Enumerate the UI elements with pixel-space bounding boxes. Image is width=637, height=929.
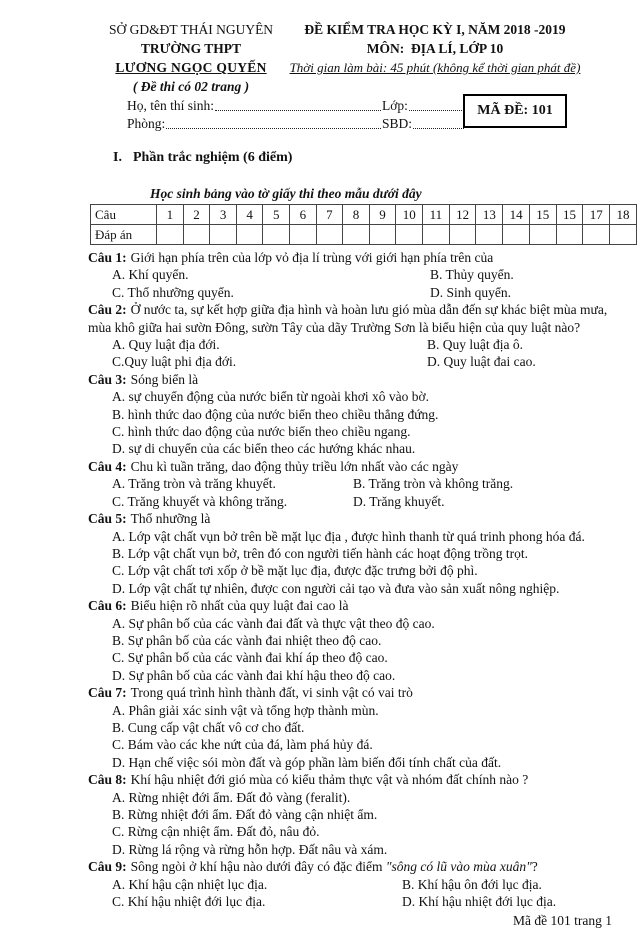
answer-table [90,204,637,245]
answer-table-number-11: 11 [423,205,450,225]
section-title-text: Phần trắc nghiệm (6 điểm) [133,150,293,165]
option-row [88,353,628,370]
option-row [88,475,628,492]
room-label: Phòng: [127,116,166,131]
option: C. Khí hậu nhiệt đới lục địa. [112,894,266,910]
question-2-label: Câu 2: [88,302,127,318]
question-8-text: Câu 8: Khí hậu nhiệt đới gió mùa có kiểu thảm thực vật và nhóm đất chính nào ? [88,772,529,788]
option: A. Trăng tròn và trăng khuyết. [112,476,276,492]
question-9-label: Câu 9: [88,859,127,875]
answer-table-number-18: 18 [610,205,637,225]
sbd-label: SBD: [382,116,413,131]
question-2-text: Câu 2: Ở nước ta, sự kết hợp giữa địa hình và hoàn lưu gió mùa dẫn đến sự khác biệt mùa mưa, mùa khô giữa hai sườn Đông, sườn Tây của dãy Trường Sơn là biểu hiện của quy luật nào? [88,302,608,335]
option: A. Sự phân bố của các vành đai đất và thực vật theo độ cao. [112,615,435,631]
option-row [88,284,628,301]
answer-table-number-5: 5 [263,205,290,225]
answer-table-blank-cell [183,225,210,245]
answer-table-number-9: 9 [369,205,396,225]
option: C. hình thức dao động của nước biển theo chiều ngang. [112,424,411,440]
option: D. sự di chuyển của các biển theo các hướng khác nhau. [112,441,416,457]
department-name: SỞ GD&ĐT THÁI NGUYÊN [108,22,274,37]
answer-table-blank-cell [610,225,637,245]
option: B. Cung cấp vật chất vô cơ cho đất. [112,719,305,735]
answer-table-blank-cell [423,225,450,245]
answer-table-number-1: 1 [157,205,184,225]
answer-table-blank-cell [316,225,343,245]
question-7-text: Câu 7: Trong quá trình hình thành đất, vi sinh vật có vai trò [88,685,413,701]
question-3 [88,371,628,458]
question-6 [88,597,628,684]
exam-duration: Thời gian làm bài: 45 phút (không kể thời gian phát đề) [289,60,581,75]
answer-table-number-8: 8 [343,205,370,225]
answer-table-blank-cell [449,225,476,245]
question-3-label: Câu 3: [88,371,127,387]
option: D. Hạn chế việc sói mòn đất và góp phần làm biến đổi tính chất của đất. [112,754,502,770]
question-7-label: Câu 7: [88,685,127,701]
question-5-label: Câu 5: [88,511,127,527]
answer-table-number-4: 4 [236,205,263,225]
option-row [88,893,628,910]
question-4 [88,458,628,510]
answer-table-number-7: 7 [316,205,343,225]
exam-block [252,20,618,77]
option: B. Rừng nhiệt đới ẩm. Đất đỏ vàng cận nhiệt ẩm. [112,807,378,822]
section-numeral: I. [113,150,122,165]
answer-table-blank-cell [210,225,237,245]
answer-table-number-2: 2 [183,205,210,225]
answer-table-answer-label: Đáp án [91,225,157,245]
answer-table-blank-cell [369,225,396,245]
sbd-field [413,127,464,129]
answer-table-number-3: 3 [210,205,237,225]
section-title [92,131,637,185]
answer-table-blank-cell [343,225,370,245]
option: B. Quy luật địa ô. [427,337,523,353]
option: C. Rừng cận nhiệt ẩm. Đất đỏ, nâu đỏ. [112,824,320,840]
option: D. Quy luật đai cao. [427,354,536,370]
answer-table-number-14: 14 [503,205,530,225]
question-2 [88,301,628,371]
class-label: Lớp: [382,98,408,113]
student-room-row [127,114,465,132]
answer-table-blank-cell [583,225,610,245]
student-name-label: Họ, tên thí sinh: [127,98,214,113]
option: C. Bám vào các khe nứt của đá, làm phá hủy đá. [112,737,373,753]
option: C.Quy luật phi địa đới. [112,354,237,370]
option-row [88,336,628,353]
answer-table-blank-cell [476,225,503,245]
exam-subject: MÔN: ĐỊA LÍ, LỚP 10 [366,41,504,56]
option: D. Rừng lá rộng và rừng hỗn hợp. Đất nâu và xám. [112,841,388,857]
option: C. Trăng khuyết và không trăng. [112,493,288,509]
page-footer: Mã đề 101 trang 1 [513,913,612,929]
answer-table-blank-cell [263,225,290,245]
answer-table-number-15: 15 [529,205,556,225]
question-1-label: Câu 1: [88,250,127,265]
option: B. Khí hậu ôn đới lục địa. [402,876,542,892]
question-3-text: Câu 3: Sóng biển là [88,371,199,387]
question-1-text: Câu 1: Giới hạn phía trên của lớp vỏ địa lí trùng với giới hạn phía trên của [88,250,494,265]
exam-body [0,131,637,929]
option: B. Thủy quyển. [430,267,514,283]
answer-table-number-6: 6 [290,205,317,225]
answer-table-blank-cell [529,225,556,245]
question-5-text: Câu 5: Thổ nhưỡng là [88,511,211,527]
answer-table-number-10: 10 [396,205,423,225]
option: A. Lớp vật chất vụn bở trên bề mặt lục địa , được hình thanh từ quá trinh phong hóa đá. [112,528,585,544]
option-row [88,266,628,283]
school-name: LƯƠNG NGỌC QUYẾN [115,60,267,75]
option: A. sự chuyển động của nước biển từ ngoài khơi xô vào bờ. [112,389,430,405]
question-8 [88,771,628,858]
question-9-text: Câu 9: Sông ngòi ở khí hậu nào dưới đây có đặc điểm "sông có lũ vào mùa xuân"? [88,859,538,875]
answer-table-blank-cell [236,225,263,245]
answer-table-number-12: 12 [449,205,476,225]
section-note: Học sinh bảng vào tờ giấy thi theo mẫu dưới đây [150,186,422,201]
question-6-label: Câu 6: [88,598,127,614]
school-type: TRƯỜNG THPT [140,41,242,56]
student-name-row [127,96,465,114]
option: C. Lớp vật chất tơi xốp ở bề mặt lục địa, được đặc trưng bởi độ phì. [112,563,478,579]
option: B. hình thức dao động của nước biển theo chiều thẳng đứng. [112,406,439,422]
answer-table-blank-cell [556,225,583,245]
answer-table-blank-cell [157,225,184,245]
option: D. Trăng khuyết. [353,493,445,509]
question-6-text: Câu 6: Biểu hiện rõ nhất của quy luật đai cao là [88,598,349,614]
answer-table-header-row [91,205,637,225]
question-4-label: Câu 4: [88,458,127,474]
answer-table-blank-cell [290,225,317,245]
option: A. Rừng nhiệt đới ẩm. Đất đỏ vàng (feralit). [112,789,351,805]
question-9 [88,858,628,910]
option: C. Thổ nhưỡng quyển. [112,284,234,300]
question-5 [88,510,628,597]
option: B. Trăng tròn và không trăng. [353,476,514,492]
exam-code-box: MÃ ĐỀ: 101 [463,94,567,128]
option: C. Sự phân bố của các vành đai khí áp theo độ cao. [112,650,388,666]
question-8-label: Câu 8: [88,772,127,788]
option: A. Khí quyển. [112,267,189,283]
answer-table-question-label: Câu [91,205,157,225]
option: D. Khí hậu nhiệt đới lục địa. [402,894,557,910]
option: B. Sự phân bố của các vành đai nhiệt theo độ cao. [112,632,382,648]
question-7 [88,684,628,771]
answer-table-blank-cell [503,225,530,245]
option: B. Lớp vật chất vụn bở, trên đó con người tiến hành các hoạt động trồng trọt. [112,545,529,561]
answer-table-number-13: 13 [476,205,503,225]
option-row [88,493,628,510]
option-row [88,876,628,893]
option: A. Phân giải xác sinh vật và tổng hợp thành mùn. [112,702,379,718]
option: A. Quy luật địa đới. [112,337,220,353]
option: D. Sinh quyển. [430,284,511,300]
class-field [409,109,464,111]
option: D. Lớp vật chất tự nhiên, được con người cải tạo và đưa vào sản xuất nông nghiệp. [112,580,560,596]
student-info [127,96,465,132]
answer-table-blank-cell [396,225,423,245]
option: D. Sự phân bố của các vành đai khí hậu theo độ cao. [112,667,396,683]
room-field [166,127,381,129]
student-name-field [215,109,381,111]
exam-title: ĐỀ KIỂM TRA HỌC KỲ I, NĂM 2018 -2019 [304,22,566,37]
answer-table-number-16: 15 [556,205,583,225]
answer-table-answer-row [91,225,637,245]
question-1 [88,249,628,301]
page-count-note: ( Đề thi có 02 trang ) [132,79,250,94]
option: A. Khí hậu cận nhiệt lục địa. [112,876,268,892]
questions [88,249,628,910]
answer-table-number-17: 17 [583,205,610,225]
question-4-text: Câu 4: Chu kì tuần trăng, dao động thủy triều lớn nhất vào các ngày [88,458,459,474]
